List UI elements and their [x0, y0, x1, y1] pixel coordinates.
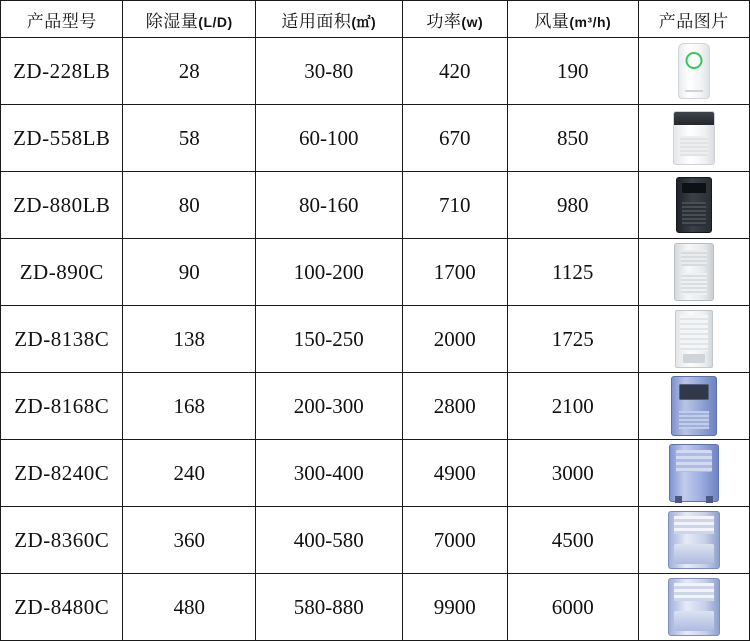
cell-area: 30-80: [256, 38, 403, 105]
cell-capacity: 240: [123, 440, 256, 507]
dehumidifier-blue-industrial-image: [671, 376, 717, 436]
cell-model: ZD-8480C: [1, 574, 123, 641]
header-cell-airflow: [508, 1, 639, 38]
header-cell-model: [1, 1, 123, 38]
header-cell-area: [256, 1, 403, 38]
cell-power: 710: [402, 172, 507, 239]
cell-product-image: [638, 172, 749, 239]
header-unit-airflow: (m³/h): [569, 13, 612, 30]
cell-product-image: [638, 105, 749, 172]
header-cell-image: [638, 1, 749, 38]
dehumidifier-white-small-image: [678, 43, 710, 99]
cell-model: ZD-890C: [1, 239, 123, 306]
cell-airflow: 1725: [508, 306, 639, 373]
cell-capacity: 90: [123, 239, 256, 306]
cell-airflow: 190: [508, 38, 639, 105]
table-row: [1, 440, 750, 507]
cell-model: ZD-228LB: [1, 38, 123, 105]
header-unit-power: (w): [461, 13, 484, 30]
cell-capacity: 168: [123, 373, 256, 440]
table-row: [1, 105, 750, 172]
table-row: [1, 38, 750, 105]
cell-area: 150-250: [256, 306, 403, 373]
dehumidifier-grey-cabinet-image: [674, 243, 714, 301]
cell-power: 670: [402, 105, 507, 172]
cell-airflow: 2100: [508, 373, 639, 440]
cell-product-image: [638, 239, 749, 306]
cell-area: 580-880: [256, 574, 403, 641]
cell-product-image: [638, 507, 749, 574]
cell-area: 200-300: [256, 373, 403, 440]
cell-area: 80-160: [256, 172, 403, 239]
cell-power: 2000: [402, 306, 507, 373]
header-label-image: 产品图片: [658, 11, 729, 31]
cell-area: 60-100: [256, 105, 403, 172]
table-row: [1, 574, 750, 641]
cell-power: 420: [402, 38, 507, 105]
cell-capacity: 138: [123, 306, 256, 373]
cell-model: ZD-8240C: [1, 440, 123, 507]
table-row: [1, 507, 750, 574]
cell-model: ZD-8168C: [1, 373, 123, 440]
header-label-area: 适用面积: [281, 11, 352, 31]
cell-airflow: 850: [508, 105, 639, 172]
cell-power: 9900: [402, 574, 507, 641]
cell-capacity: 28: [123, 38, 256, 105]
cell-airflow: 980: [508, 172, 639, 239]
cell-airflow: 6000: [508, 574, 639, 641]
dehumidifier-blue-industrial-feet-image: [669, 444, 719, 502]
cell-power: 4900: [402, 440, 507, 507]
header-unit-area: (㎡): [351, 13, 377, 30]
cell-model: ZD-880LB: [1, 172, 123, 239]
dehumidifier-blue-large-image: [668, 578, 720, 636]
table-row: [1, 306, 750, 373]
cell-product-image: [638, 440, 749, 507]
cell-capacity: 480: [123, 574, 256, 641]
table-row: [1, 373, 750, 440]
header-label-model: 产品型号: [26, 11, 97, 31]
table-header: [1, 1, 750, 38]
dehumidifier-blue-large-image: [668, 511, 720, 569]
header-unit-capacity: (L/D): [198, 13, 233, 30]
header-cell-power: [402, 1, 507, 38]
cell-area: 400-580: [256, 507, 403, 574]
cell-capacity: 80: [123, 172, 256, 239]
cell-area: 100-200: [256, 239, 403, 306]
dehumidifier-black-cabinet-image: [676, 177, 712, 233]
cell-capacity: 360: [123, 507, 256, 574]
cell-product-image: [638, 38, 749, 105]
cell-model: ZD-558LB: [1, 105, 123, 172]
cell-product-image: [638, 574, 749, 641]
cell-model: ZD-8138C: [1, 306, 123, 373]
header-label-airflow: 风量: [534, 11, 570, 31]
cell-product-image: [638, 306, 749, 373]
dehumidifier-white-darktop-image: [673, 111, 715, 165]
cell-product-image: [638, 373, 749, 440]
cell-power: 7000: [402, 507, 507, 574]
table-row: [1, 172, 750, 239]
cell-capacity: 58: [123, 105, 256, 172]
cell-power: 2800: [402, 373, 507, 440]
header-cell-capacity: [123, 1, 256, 38]
table-body: [1, 38, 750, 641]
header-label-capacity: 除湿量: [145, 11, 199, 31]
header-label-power: 功率: [426, 11, 462, 31]
header-row: [1, 1, 750, 38]
cell-airflow: 1125: [508, 239, 639, 306]
dehumidifier-white-louver-image: [675, 310, 713, 368]
cell-airflow: 3000: [508, 440, 639, 507]
cell-airflow: 4500: [508, 507, 639, 574]
cell-power: 1700: [402, 239, 507, 306]
table-row: [1, 239, 750, 306]
cell-model: ZD-8360C: [1, 507, 123, 574]
cell-area: 300-400: [256, 440, 403, 507]
